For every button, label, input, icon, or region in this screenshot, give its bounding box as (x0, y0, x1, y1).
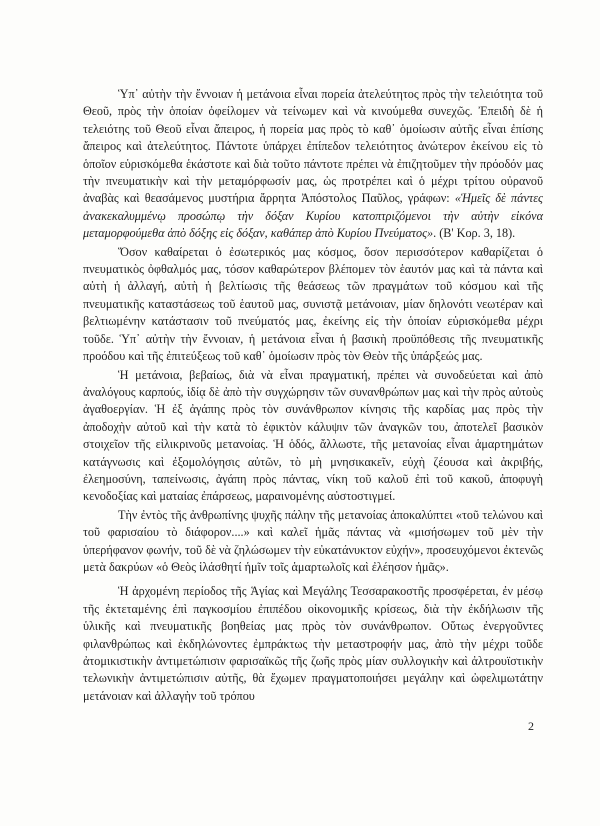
paragraph: Ἡ μετάνοια, βεβαίως, διὰ νὰ εἶναι πραγματική, πρέπει νὰ συνοδεύεται καὶ ἀπὸ ἀναλόγους καρπούς, ἰδίᾳ δὲ ἀπὸ τὴν συγχώρησιν τῶν συνανθρώπων μας καὶ τὴν πρὸς αὐτοὺς ἀγαθοεργίαν. Ἡ ἐξ ἀγάπης πρὸς τὸν συνάνθρωπον κίνησις τῆς καρδίας μας πρὸς τὴν ἀποδοχὴν αὐτοῦ καὶ τὴν κατὰ τὸ ἐφικτὸν κάλυψιν τῶν ἀναγκῶν του, ἀποτελεῖ βασικὸν στοιχεῖον τῆς εἰλικρινοῦς μετανοίας. Ἡ ὁδός, ἄλλωστε, τῆς μετανοίας εἶναι ἁμαρτημάτων κατάγνωσις καὶ ἐξομολόγησις αὐτῶν, τὸ μὴ μνησικακεῖν, εὐχὴ ζέουσα καὶ ἀκριβής, ἐλεημοσύνη, ταπείνωσις, ἀγάπη πρὸς πάντας, νίκη τοῦ καλοῦ ἐπὶ τοῦ κακοῦ, ἀποφυγὴ κενοδοξίας καὶ ματαίας ἐπάρσεως, μαραινομένης αὐστοστιγμεί. (83, 367, 543, 504)
paragraph: Ὅσον καθαίρεται ὁ ἐσωτερικός μας κόσμος, ὅσον περισσότερον καθαρίζεται ὁ πνευματικὸς ὀφθαλμός μας, τόσον καθαρώτερον βλέπομεν τὸν ἑαυτόν μας καὶ τὰ πάντα καὶ αὐτὴ ἡ ἀλλαγή, αὐτὴ ἡ βελτίωσις τῆς θεάσεως τῶν πραγμάτων τοῦ κόσμου καὶ τῆς πνευματικῆς καταστάσεως τοῦ ἑαυτοῦ μας, συνιστᾷ μετάνοιαν, μίαν δηλονότι νεωτέραν καὶ βελτιωμένην κατάστασιν τοῦ πνεύματός μας, ἐκείνης εἰς τὴν ὁποίαν εὑρισκόμεθα μέχρι τοῦδε. Ὑπ᾽ αὐτὴν τὴν ἔννοιαν, ἡ μετάνοια εἶναι ἡ βασικὴ προϋπόθεσις τῆς πνευματικῆς προόδου καὶ τῆς ἐπιτεύξεως τοῦ καθ᾽ ὁμοίωσιν πρὸς τὸν Θεὸν τῆς ὑπάρξεώς μας. (83, 244, 543, 364)
document-body (83, 86, 543, 706)
citation: . (Β' Κορ. 3, 18). (433, 226, 516, 241)
paragraph: Ἡ ἀρχομένη περίοδος τῆς Ἁγίας καὶ Μεγάλης Τεσσαρακοστῆς προσφέρεται, ἐν μέσῳ τῆς ἐκτεταμένης ἐπὶ παγκοσμίου ἐπιπέδου οἰκονομικῆς κρίσεως, διὰ τὴν ἐκδήλωσιν τῆς ὑλικῆς καὶ πνευματικῆς βοηθείας μας πρὸς τὸν συνάνθρωπον. Οὕτως ἐνεργοῦντες φιλανθρώπως καὶ ἐκδηλώνοντες ἐμπράκτως τὴν μεταστροφήν μας, ἀπὸ τὴν μέχρι τοῦδε ἀτομικιστικὴν ἀντιμετώπισιν φαρισαϊκῶς τῆς ζωῆς πρὸς μίαν συλλογικὴν καὶ ἀλτρουϊστικὴν τελωνικὴν ἀντιμετώπισιν αὐτῆς, θὰ ἔχωμεν πραγματοποιήσει μεγάλην καὶ ὠφελιμωτάτην μετάνοιαν καὶ ἀλλαγὴν τοῦ τρόπου (83, 584, 543, 703)
paragraph (83, 86, 543, 243)
page-number: 2 (528, 719, 534, 733)
scripture-quote: «Ἡμεῖς δὲ πάντες ἀνακεκαλυμμένῳ προσώπῳ τὴν δόξαν Κυρίου κατοπτριζόμενοι τὴν αὐτὴν εἰκόνα μεταμορφούμεθα ἀπὸ δόξης εἰς δόξαν, καθάπερ ἀπὸ Κυρίου Πνεύματος» (83, 191, 543, 241)
paragraph-text: Ὑπ᾽ αὐτὴν τὴν ἔννοιαν ἡ μετάνοια εἶναι πορεία ἀτελεύτητος πρὸς τὴν τελειότητα τοῦ Θεοῦ, πρὸς τὴν ὁποίαν ὀφείλομεν νὰ τείνωμεν καὶ νὰ κινούμεθα συνεχῶς. Ἐπειδὴ δὲ ἡ τελειότης τοῦ Θεοῦ εἶναι ἄπειρος, ἡ πορεία μας πρὸς τὸ καθ᾽ ὁμοίωσιν αὐτῆς εἶναι ἐπίσης ἄπειρος καὶ ἀτελεύτητος. Πάντοτε ὑπάρχει ἐπίπεδον τελειότητος ἀνώτερον ἐκείνου εἰς τὸ ὁποῖον εὑρισκόμεθα ἑκάστοτε καὶ διὰ τοῦτο πάντοτε πρέπει νὰ ἐπιζητοῦμεν τὴν πρόοδόν μας τὴν πνευματικὴν καὶ τὴν μεταμόρφωσίν μας, ὡς προτρέπει καὶ ὁ μέχρι τρίτου οὐρανοῦ ἀναβὰς καὶ θεασάμενος μυστήρια ἄρρητα Ἀπόστολος Παῦλος, γράφων: (83, 87, 543, 206)
paragraph: Τὴν ἐντὸς τῆς ἀνθρωπίνης ψυχῆς πάλην τῆς μετανοίας ἀποκαλύπτει «τοῦ τελώνου καὶ τοῦ φαρισαίου τὸ διάφορον....» καὶ καλεῖ ἡμᾶς πάντας νὰ «μισήσωμεν τοῦ μὲν τὴν ὑπερήφανον φωνήν, τοῦ δὲ νὰ ζηλώσωμεν τὴν εὐκατάνυκτον εὐχήν», προσευχόμενοι ἐκτενῶς μετὰ δακρύων «ὁ Θεὸς ἱλάσθητί ἡμῖν τοῖς ἁμαρτωλοῖς καὶ ἐλέησον ἡμᾶς». (83, 507, 543, 574)
